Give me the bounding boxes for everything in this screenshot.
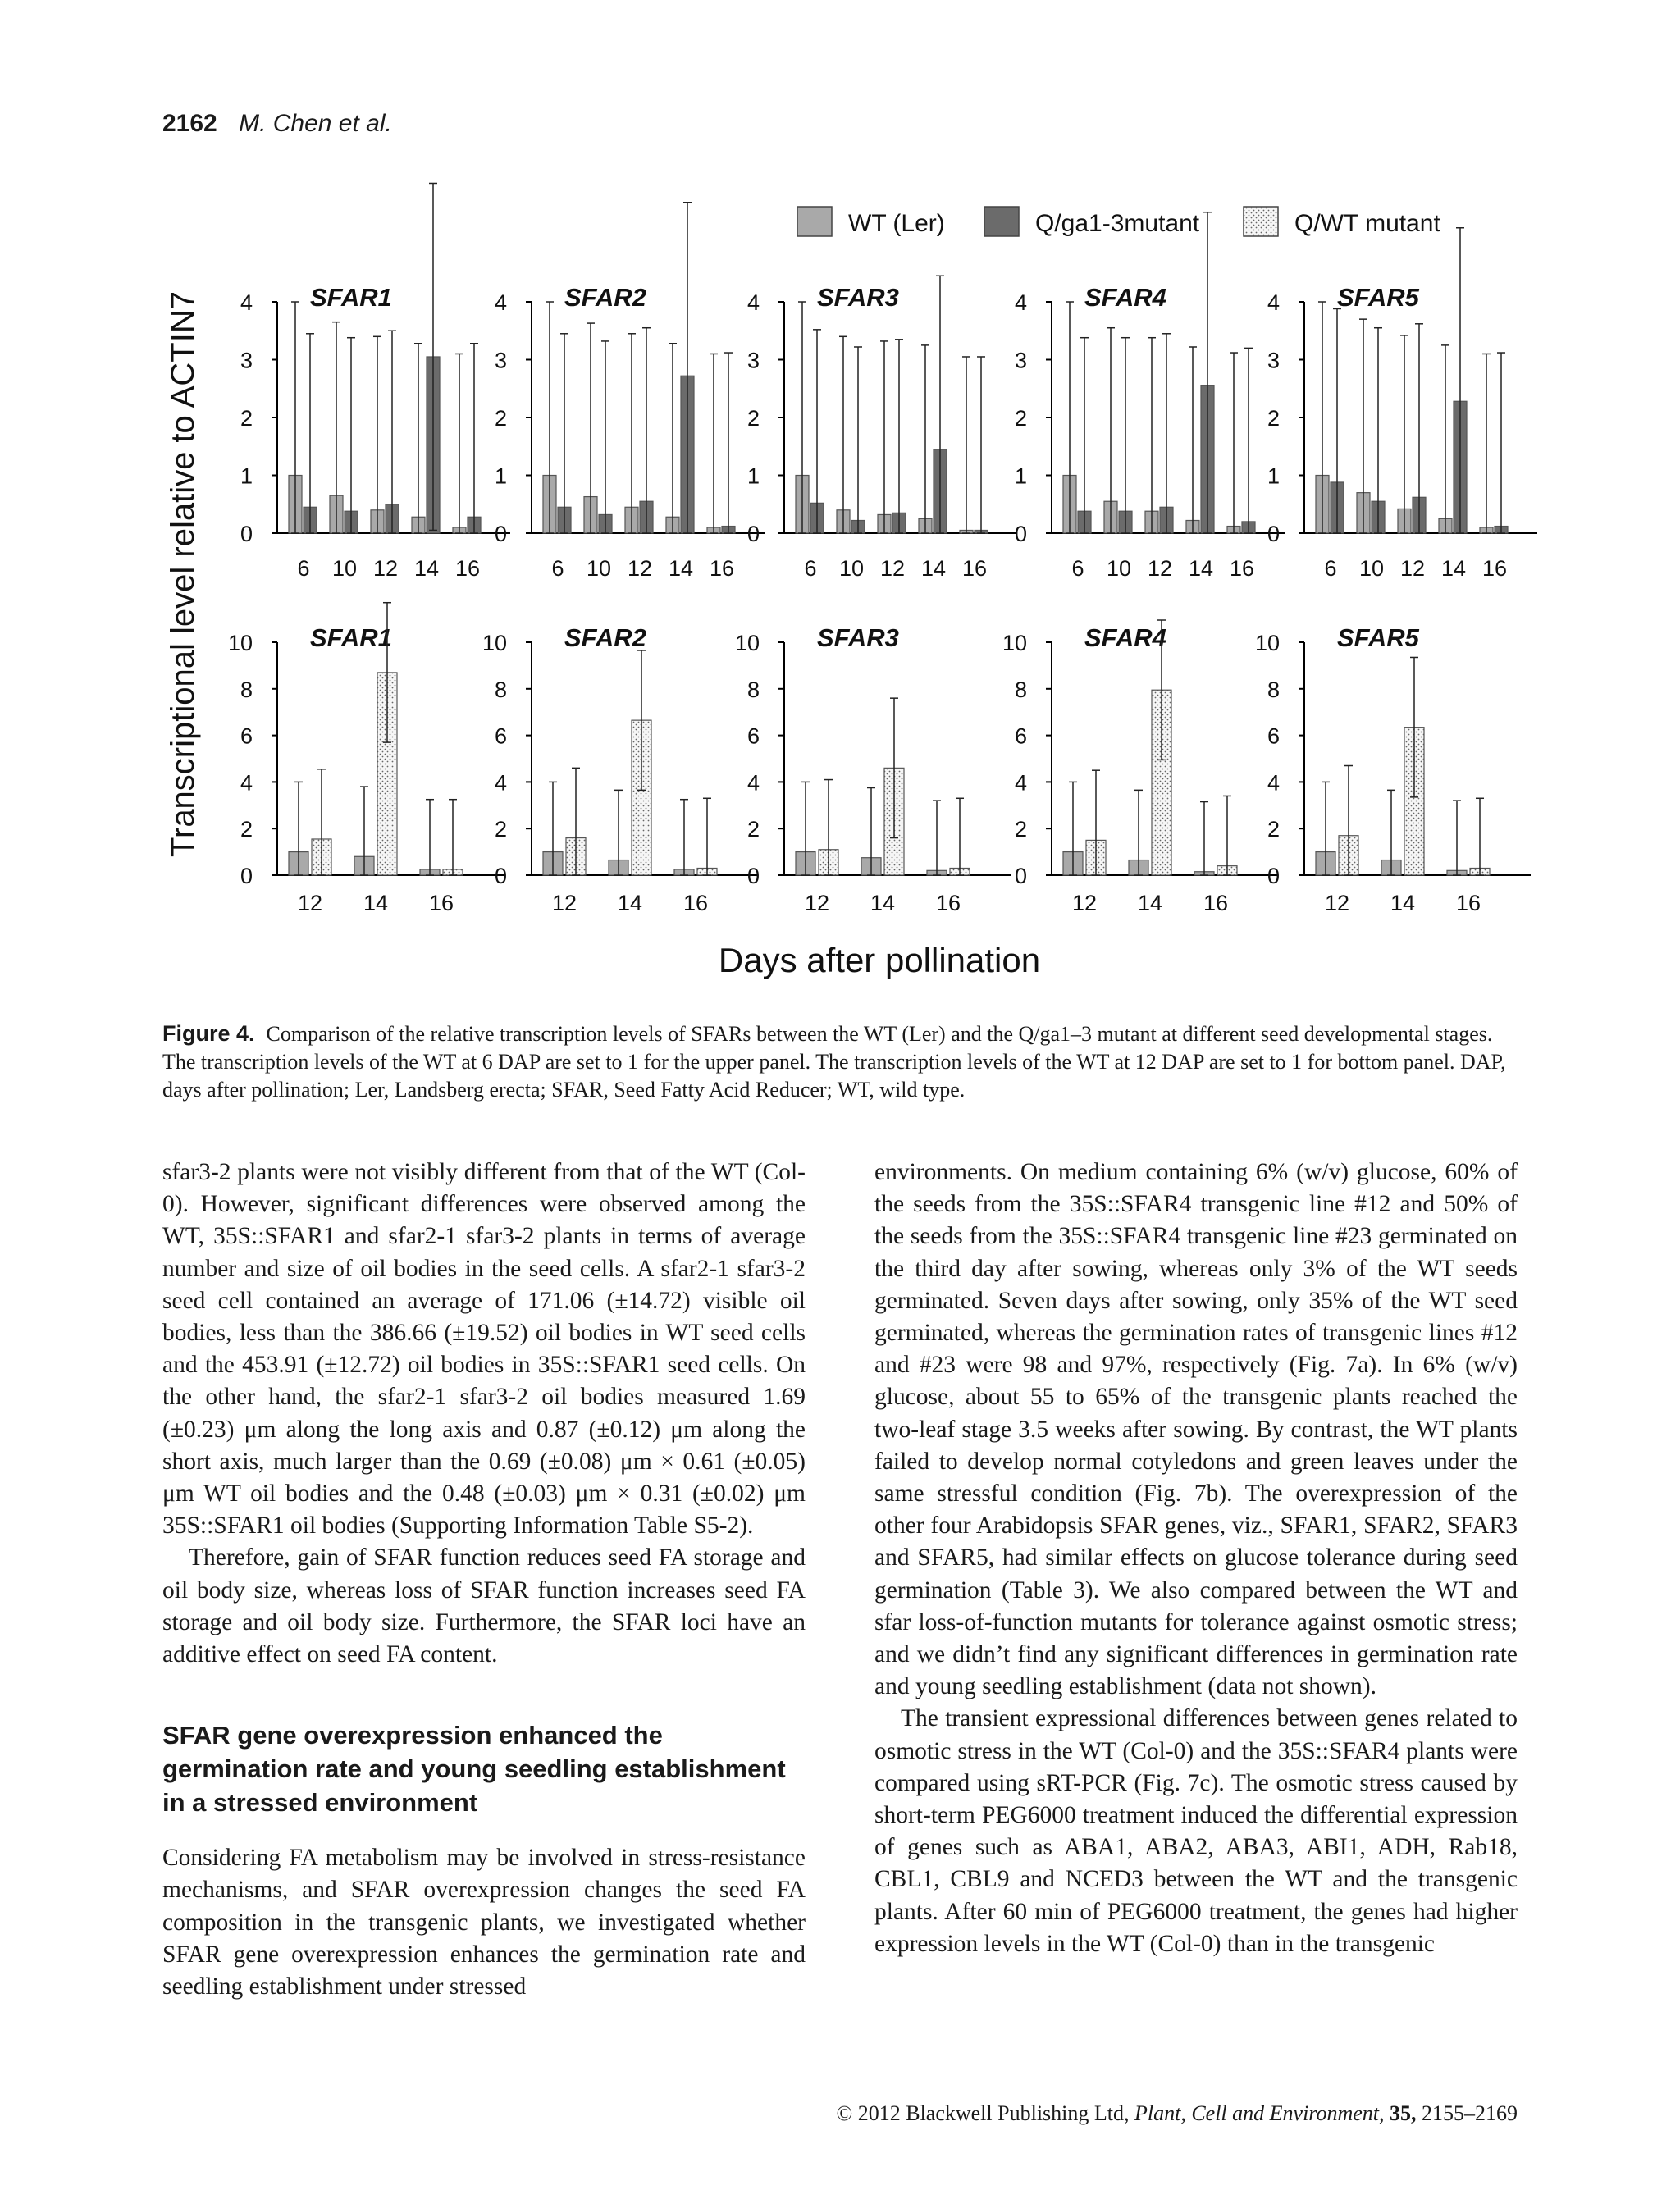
y-tick-label: 4 [1014, 770, 1027, 796]
y-tick-label: 10 [482, 631, 507, 655]
x-tick-label: 14 [668, 556, 694, 581]
x-tick-label: 6 [1071, 556, 1084, 581]
y-tick-label: 4 [240, 290, 253, 315]
figure-ylabel: Transcriptional level relative to ACTIN7 [165, 291, 201, 857]
y-tick-label: 8 [240, 677, 253, 702]
chart-title: SFAR2 [564, 623, 646, 652]
x-tick-label: 16 [935, 891, 961, 915]
x-tick-label: 16 [961, 556, 988, 581]
y-tick-label: 0 [1267, 864, 1280, 888]
legend-label-3: Q/WT mutant [1294, 210, 1440, 237]
page-footer [836, 2101, 1518, 2126]
chart-title: SFAR3 [817, 283, 899, 312]
y-tick-label: 8 [1267, 677, 1280, 702]
y-tick-label: 0 [1267, 522, 1280, 546]
chart-title: SFAR5 [1337, 283, 1419, 312]
y-tick-label: 0 [1014, 864, 1027, 888]
y-tick-label: 2 [1267, 817, 1280, 842]
y-tick-label: 1 [1267, 463, 1280, 489]
x-tick-label: 14 [413, 556, 440, 581]
chart-title: SFAR5 [1337, 623, 1419, 652]
x-tick-label: 14 [1137, 891, 1163, 915]
y-tick-label: 0 [1014, 522, 1027, 546]
y-tick-label: 6 [746, 723, 760, 749]
y-tick-label: 6 [494, 723, 507, 749]
y-tick-label: 3 [1267, 348, 1280, 373]
paragraph: environments. On medium containing 6% (w/v) glucose, 60% of the seeds from the 35S::SFAR4 transgenic line #12 and 50% of the seeds from the 35S::SFAR4 transgenic line #23 germinated on the third day after sowing, whereas only 3% of the WT seeds germinated. Seven days after sowing, only 35% of the WT seed germinated, whereas the germination rates of transgenic lines #12 and #23 were 98 and 97%, respectively (Fig. 7a). In 6% (w/v) glucose, about 55 to 65% of the transgenic plants reached the two-leaf stage 3.5 weeks after sowing. By contrast, the WT plants failed to develop normal cotyledons and green leaves under the same stressful condition (Fig. 7b). The overexpression of the other four Arabidopsis SFAR genes, viz., SFAR1, SFAR2, SFAR3 and SFAR5, had similar effects on glucose tolerance during seed germination (Table 3). We also compared between the WT and sfar loss-of-function mutants for tolerance against osmotic stress; and we didn’t find any significant differences in germination rate and young seedling establishment (data not shown). [874, 1159, 1518, 1700]
page-number: 2162 [162, 110, 217, 137]
y-tick-label: 6 [1267, 723, 1280, 749]
legend-label-1: WT (Ler) [848, 210, 945, 237]
y-tick-label: 2 [746, 817, 760, 842]
x-tick-label: 12 [804, 891, 830, 915]
x-tick-label: 12 [1071, 891, 1098, 915]
y-tick-label: 3 [240, 348, 253, 373]
x-tick-label: 16 [709, 556, 735, 581]
legend-label-2: Q/ga1-3mutant [1035, 210, 1200, 237]
y-tick-label: 0 [746, 522, 760, 546]
x-tick-label: 14 [1188, 556, 1214, 581]
y-tick-label: 1 [240, 463, 253, 489]
chart-upper-sfar2 [495, 203, 765, 581]
chart-lower-sfar1 [228, 603, 504, 915]
x-tick-label: 16 [682, 891, 709, 915]
x-tick-label: 16 [1481, 556, 1508, 581]
y-tick-label: 10 [734, 631, 760, 655]
x-tick-label: 14 [1390, 891, 1416, 915]
figure-caption [162, 1020, 1518, 1104]
x-tick-label: 12 [879, 556, 906, 581]
y-tick-label: 6 [240, 723, 253, 749]
y-tick-label: 4 [240, 770, 253, 796]
y-tick-label: 0 [494, 864, 507, 888]
paragraph: Considering FA metabolism may be involved in stress-resistance mechanisms, and SFAR overexpression changes the seed FA composition in the transgenic plants, we investigated whether SFAR gene overexpression enhances the germination rate and seedling establishment under stressed [162, 1845, 806, 2000]
chart-title: SFAR3 [817, 623, 899, 652]
x-tick-label: 10 [1358, 556, 1385, 581]
y-tick-label: 2 [240, 817, 253, 842]
y-tick-label: 1 [494, 463, 507, 489]
y-tick-label: 8 [1014, 677, 1027, 702]
y-tick-label: 2 [746, 406, 760, 431]
x-tick-label: 14 [870, 891, 896, 915]
caption-label: Figure 4. [162, 1021, 255, 1046]
y-tick-label: 2 [1014, 406, 1027, 431]
figure-4-chart [0, 0, 1680, 1001]
chart-lower-sfar4 [1002, 620, 1278, 915]
x-tick-label: 12 [1324, 891, 1350, 915]
x-tick-label: 10 [586, 556, 612, 581]
y-tick-label: 3 [494, 348, 507, 373]
y-tick-label: 4 [1267, 290, 1280, 315]
x-tick-label: 14 [363, 891, 389, 915]
y-tick-label: 4 [494, 770, 507, 796]
y-tick-label: 4 [746, 770, 760, 796]
x-tick-label: 14 [920, 556, 947, 581]
chart-upper-sfar1 [240, 183, 510, 581]
y-tick-label: 0 [240, 522, 253, 546]
chart-lower-sfar5 [1255, 623, 1531, 915]
chart-title: SFAR1 [310, 283, 392, 312]
x-tick-label: 6 [804, 556, 817, 581]
right-column [874, 1156, 1518, 1960]
y-tick-label: 8 [746, 677, 760, 702]
chart-title: SFAR2 [564, 283, 646, 312]
x-tick-label: 16 [1203, 891, 1229, 915]
y-tick-label: 10 [227, 631, 253, 655]
y-tick-label: 1 [1014, 463, 1027, 489]
paragraph: Therefore, gain of SFAR function reduces seed FA storage and oil body size, whereas loss of SFAR function increases seed FA storage and oil body size. Furthermore, the SFAR loci have an additive effect on seed FA content. [162, 1544, 806, 1668]
footer-pages: 2155–2169 [1422, 2101, 1518, 2125]
y-tick-label: 0 [746, 864, 760, 888]
x-tick-label: 12 [1399, 556, 1426, 581]
x-tick-label: 10 [838, 556, 865, 581]
left-column [162, 1156, 806, 2003]
caption-text: Comparison of the relative transcription levels of SFARs between the WT (Ler) and the Q/ga1–3 mutant at different seed developmental stages. The transcription levels of the WT at 6 DAP are set to 1 for the upper panel. The transcription levels of the WT at 12 DAP are set to 1 for bottom panel. DAP, days after pollination; Ler, Landsberg erecta; SFAR, Seed Fatty Acid Reducer; WT, wild type. [162, 1022, 1506, 1102]
chart-upper-sfar5 [1267, 228, 1537, 581]
x-tick-label: 16 [1455, 891, 1481, 915]
x-tick-label: 12 [1147, 556, 1173, 581]
section-heading: SFAR gene overexpression enhanced the germination rate and young seedling establishment in a stressed environment [162, 1721, 786, 1818]
x-tick-label: 12 [297, 891, 323, 915]
x-tick-label: 6 [1324, 556, 1337, 581]
y-tick-label: 8 [494, 677, 507, 702]
chart-upper-sfar3 [747, 276, 1017, 581]
running-authors: M. Chen et al. [239, 110, 392, 137]
x-tick-label: 16 [454, 556, 481, 581]
footer-copyright: © 2012 Blackwell Publishing Ltd, [836, 2101, 1130, 2125]
y-tick-label: 2 [494, 406, 507, 431]
y-tick-label: 2 [1014, 817, 1027, 842]
y-tick-label: 4 [1014, 290, 1027, 315]
y-tick-label: 2 [1267, 406, 1280, 431]
y-tick-label: 3 [746, 348, 760, 373]
paragraph: The transient expressional differences between genes related to osmotic stress in the WT (Col-0) and the 35S::SFAR4 plants were compared using sRT-PCR (Fig. 7c). The osmotic stress caused by short-term PEG6000 treatment induced the differential expression of genes such as ABA1, ABA2, ABA3, ABI1, ADH, Rab18, CBL1, CBL9 and NCED3 between the WT and the transgenic plants. After 60 min of PEG6000 treatment, the genes had higher expression levels in the WT (Col-0) than in the transgenic [874, 1705, 1518, 1957]
chart-title: SFAR4 [1084, 623, 1166, 652]
y-tick-label: 2 [494, 817, 507, 842]
x-tick-label: 10 [1106, 556, 1132, 581]
chart-lower-sfar2 [482, 623, 758, 915]
x-tick-label: 16 [1229, 556, 1255, 581]
y-tick-label: 4 [1267, 770, 1280, 796]
x-tick-label: 14 [617, 891, 643, 915]
x-tick-label: 12 [551, 891, 578, 915]
x-tick-label: 14 [1440, 556, 1467, 581]
legend-swatch-1 [797, 207, 832, 236]
x-tick-label: 6 [297, 556, 310, 581]
y-tick-label: 3 [1014, 348, 1027, 373]
y-tick-label: 4 [494, 290, 507, 315]
y-tick-label: 1 [746, 463, 760, 489]
chart-upper-sfar4 [1015, 212, 1285, 581]
y-tick-label: 10 [1254, 631, 1280, 655]
x-tick-label: 12 [372, 556, 399, 581]
legend-swatch-2 [984, 207, 1019, 236]
y-tick-label: 0 [494, 522, 507, 546]
paragraph: sfar3-2 plants were not visibly different from that of the WT (Col-0). However, significant differences were observed among the WT, 35S::SFAR1 and sfar2-1 sfar3-2 plants in terms of average number and size of oil bodies in the seed cells. A sfar2-1 sfar3-2 seed cell contained an average of 171.06 (±14.72) visible oil bodies, less than the 386.66 (±19.52) oil bodies in WT seed cells and the 453.91 (±12.72) oil bodies in 35S::SFAR1 seed cells. On the other hand, the sfar2-1 sfar3-2 oil bodies measured 1.69 (±0.23) μm along the long axis and 0.87 (±0.12) μm along the short axis, much larger than the 0.69 (±0.08) μm × 0.61 (±0.05) μm WT oil bodies and the 0.48 (±0.03) μm × 0.31 (±0.02) μm 35S::SFAR1 oil bodies (Supporting Information Table S5-2). [162, 1159, 806, 1540]
y-tick-label: 4 [746, 290, 760, 315]
x-tick-label: 10 [331, 556, 358, 581]
legend-swatch-3 [1244, 207, 1278, 236]
footer-journal: Plant, Cell and Environment, [1134, 2101, 1385, 2125]
chart-title: SFAR4 [1084, 283, 1166, 312]
y-tick-label: 2 [240, 406, 253, 431]
footer-volume: 35, [1390, 2101, 1417, 2125]
x-tick-label: 16 [428, 891, 454, 915]
figure-xlabel: Days after pollination [718, 941, 1041, 979]
x-tick-label: 12 [627, 556, 653, 581]
chart-title: SFAR1 [310, 623, 392, 652]
y-tick-label: 6 [1014, 723, 1027, 749]
x-tick-label: 6 [551, 556, 564, 581]
chart-lower-sfar3 [735, 623, 1011, 915]
y-tick-label: 0 [240, 864, 253, 888]
y-tick-label: 10 [1002, 631, 1027, 655]
